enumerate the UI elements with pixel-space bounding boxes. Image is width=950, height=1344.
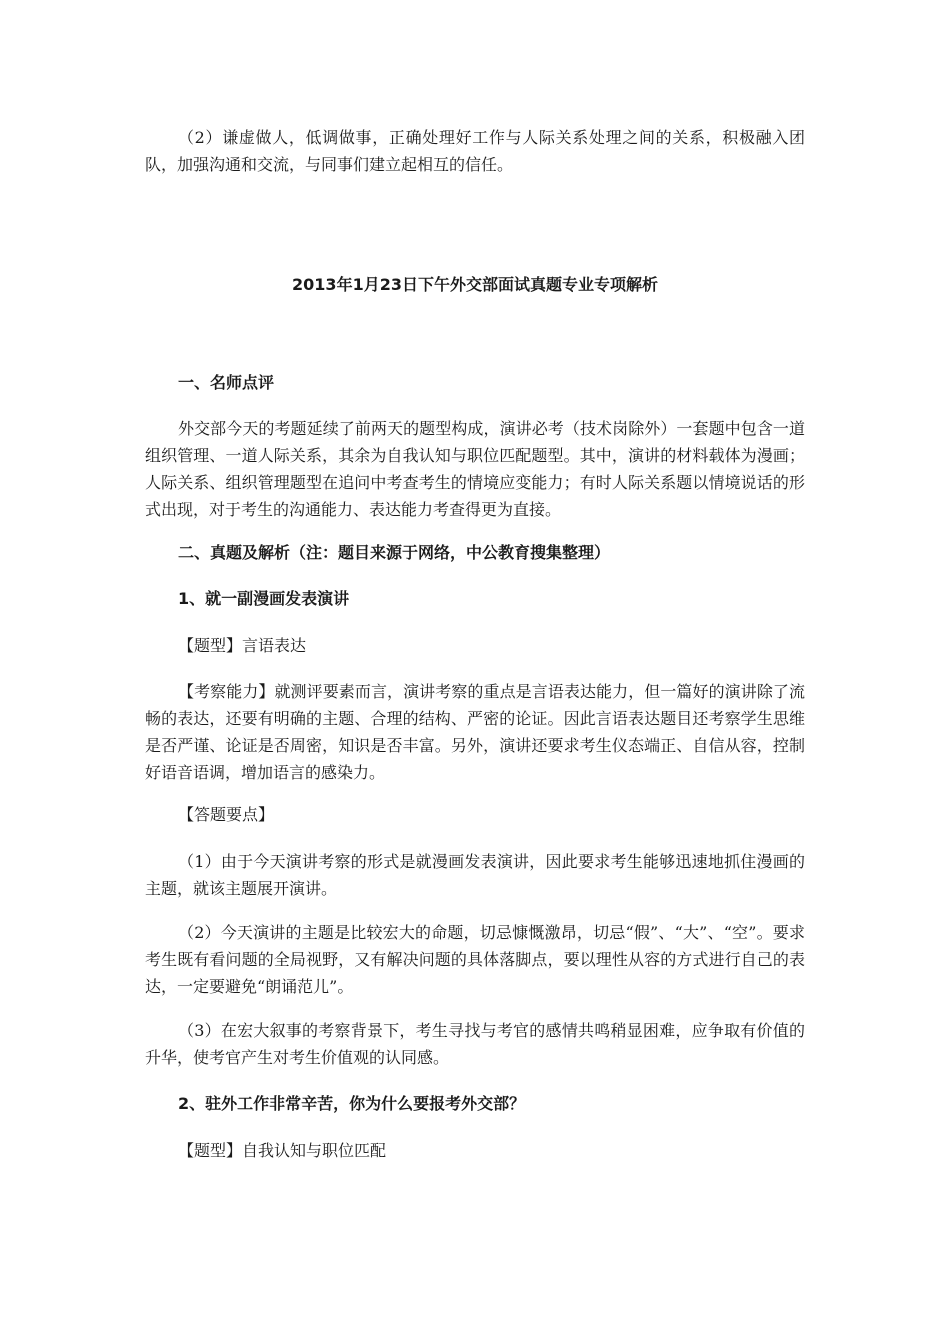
- section1-heading: 一、名师点评: [178, 373, 275, 392]
- question1-type: 【题型】言语表达: [178, 636, 307, 655]
- question2-heading: 2、驻外工作非常辛苦，你为什么要报考外交部？: [178, 1094, 526, 1113]
- question1-point-3: （3）在宏大叙事的考察背景下，考生寻找与考官的感情共鸣稍显困难，应争取有价值的升华，使考官产生对考生价值观的认同感。: [145, 1021, 805, 1067]
- question1-heading: 1、就一副漫画发表演讲: [178, 589, 350, 608]
- question1-points-label: 【答题要点】: [178, 805, 275, 824]
- document-title: 2013年1月23日下午外交部面试真题专业专项解析: [292, 275, 658, 294]
- question2-type: 【题型】自我认知与职位匹配: [178, 1141, 387, 1160]
- question1-point-1: （1）由于今天演讲考察的形式是就漫画发表演讲，因此要求考生能够迅速地抓住漫画的主题，就该主题展开演讲。: [145, 852, 805, 898]
- section2-heading: 二、真题及解析（注：题目来源于网络，中公教育搜集整理）: [178, 543, 611, 562]
- question1-point-2: （2）今天演讲的主题是比较宏大的命题，切忌慷慨激昂，切忌“假”、“大”、“空”。要求考生既有看问题的全局视野，又有解决问题的具体落脚点，要以理性从容的方式进行自己的表达，一定要避免“朗诵范儿”。: [145, 923, 805, 996]
- section1-body: 外交部今天的考题延续了前两天的题型构成，演讲必考（技术岗除外）一套题中包含一道组织管理、一道人际关系，其余为自我认知与职位匹配题型。其中，演讲的材料载体为漫画；人际关系、组织管理题型在追问中考查考生的情境应变能力；有时人际关系题以情境说话的形式出现，对于考生的沟通能力、表达能力考查得更为直接。: [145, 419, 805, 519]
- question1-ability: 【考察能力】就测评要素而言，演讲考察的重点是言语表达能力，但一篇好的演讲除了流畅的表达，还要有明确的主题、合理的结构、严密的论证。因此言语表达题目还考察学生思维是否严谨、论证是否周密，知识是否丰富。另外，演讲还要求考生仪态端正、自信从容，控制好语音语调，增加语言的感染力。: [145, 682, 805, 782]
- paragraph-intro-point-2: （2）谦虚做人，低调做事，正确处理好工作与人际关系处理之间的关系，积极融入团队，加强沟通和交流，与同事们建立起相互的信任。: [145, 128, 805, 174]
